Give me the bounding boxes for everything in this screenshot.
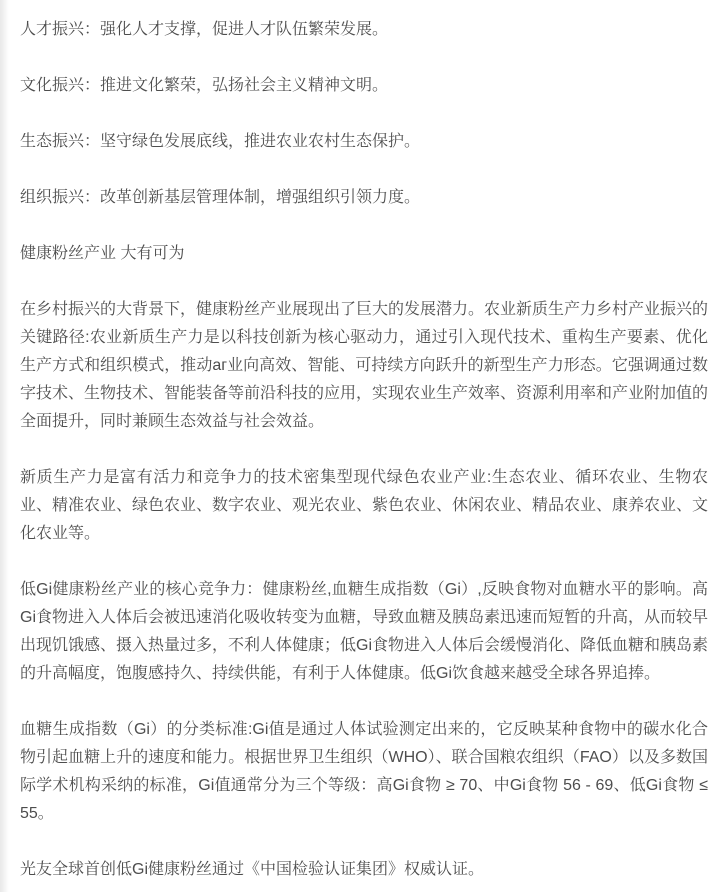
ecology-revitalization-paragraph: 生态振兴：坚守绿色发展底线，推进农业农村生态保护。 <box>20 133 421 150</box>
organization-revitalization-paragraph: 组织振兴：改革创新基层管理体制，增强组织引领力度。 <box>20 189 421 206</box>
certification-paragraph: 光友全球首创低Gi健康粉丝通过《中国检验认证集团》权威认证。 <box>20 861 485 878</box>
culture-revitalization-paragraph: 文化振兴：推进文化繁荣，弘扬社会主义精神文明。 <box>20 77 389 94</box>
talent-revitalization-paragraph: 人才振兴：强化人才支撑，促进人才队伍繁荣发展。 <box>20 21 389 38</box>
gi-classification-paragraph: 血糖生成指数（Gi）的分类标准:Gi值是通过人体试验测定出来的，它反映某种食物中的碳水化合物引起血糖上升的速度和能力。根据世界卫生组织（WHO）、联合国粮农组织（FAO）以及多数国际学术机构采纳的标准，Gi值通常分为三个等级：高Gi食物 ≥ 70、中Gi食物 56 - 69、低Gi食物 ≤ 55。 <box>20 721 708 822</box>
industry-potential-paragraph: 在乡村振兴的大背景下，健康粉丝产业展现出了巨大的发展潜力。农业新质生产力乡村产业振兴的关键路径:农业新质生产力是以科技创新为核心驱动力，通过引入现代技术、重构生产要素、优化生产方式和组织模式，推动аг业向高效、智能、可持续方向跃升的新型生产力形态。它强调通过数字技术、生物技术、智能装备等前沿科技的应用，实现农业生产效率、资源利用率和产业附加值的全面提升，同时兼顾生态效益与社会效益。 <box>20 301 709 430</box>
new-productivity-paragraph: 新质生产力是富有活力和竞争力的技术密集型现代绿色农业产业:生态农业、循环农业、生物农业、精准农业、绿色农业、数字农业、观光农业、紫色农业、休闲农业、精品农业、康养农业、文化农业等。 <box>20 469 709 542</box>
low-gi-competitiveness-paragraph: 低Gi健康粉丝产业的核心竞争力：健康粉丝,血糖生成指数（Gi）,反映食物对血糖水平的影响。高Gi食物进入人体后会被迅速消化吸收转变为血糖，导致血糖及胰岛素迅速而短暂的升高，从而较早出现饥饿感、摄入热量过多，不利人体健康；低Gi食物进入人体后会缓慢消化、降低血糖和胰岛素的升高幅度，饱腹感持久、持续供能，有利于人体健康。低Gi饮食越来越受全球各界追捧。 <box>20 581 709 682</box>
section-heading-healthy-vermicelli: 健康粉丝产业 大有可为 <box>20 245 185 262</box>
